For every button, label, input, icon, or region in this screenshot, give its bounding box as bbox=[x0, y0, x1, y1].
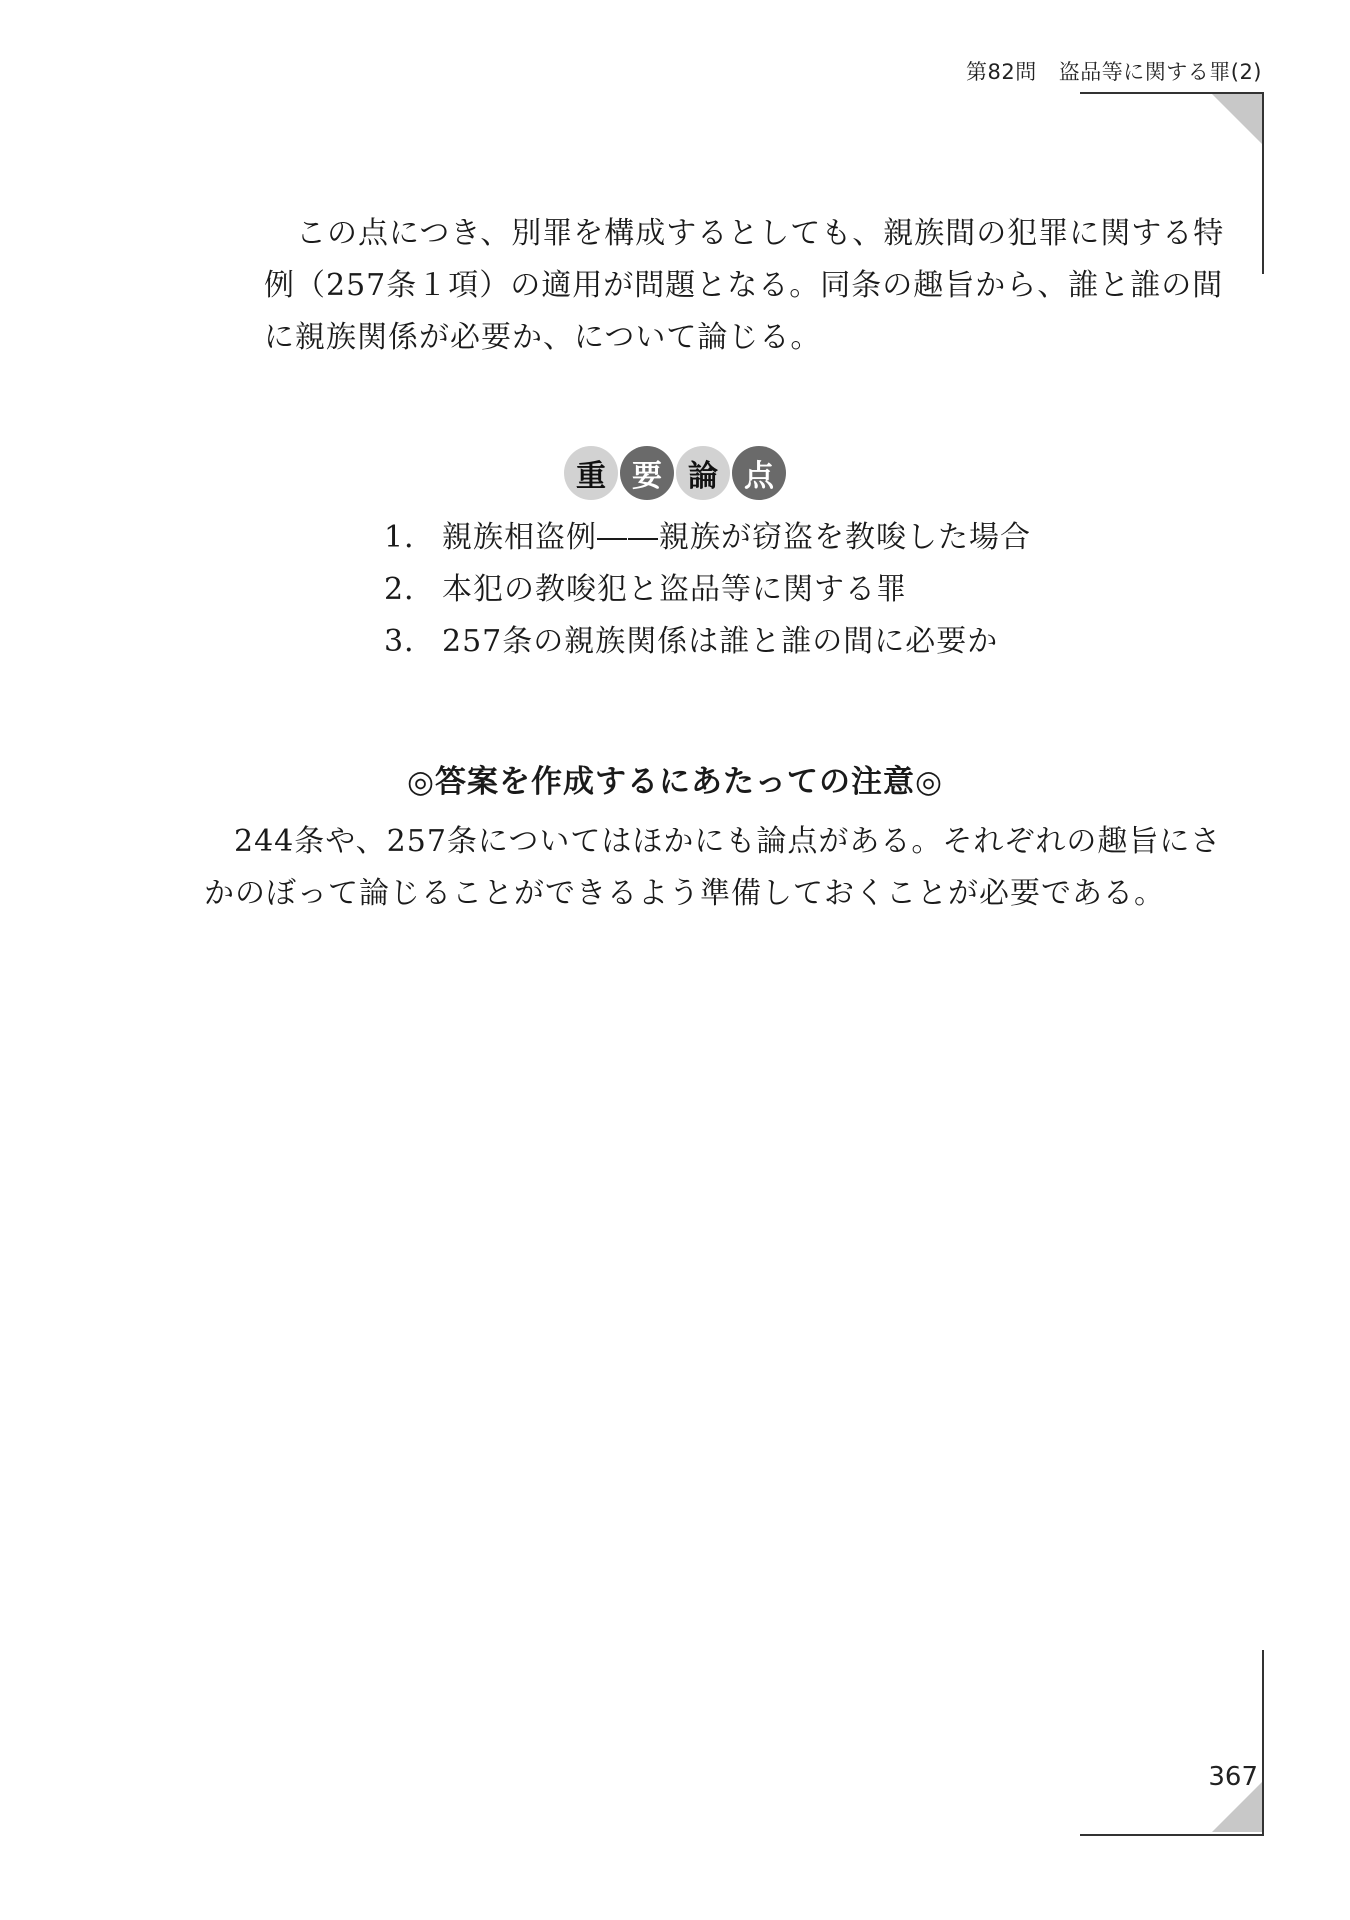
list-item bbox=[384, 616, 1031, 668]
key-points-heading bbox=[0, 446, 1350, 500]
key-points-list bbox=[384, 512, 1031, 668]
list-item-text: 本犯の教唆犯と盗品等に関する罪 bbox=[442, 572, 907, 607]
key-points-badge-2: 要 bbox=[620, 446, 674, 500]
corner-triangle-top bbox=[1212, 94, 1262, 144]
list-item-text: 257条の親族関係は誰と誰の間に必要か bbox=[442, 624, 999, 659]
list-item-number: 2． bbox=[384, 572, 436, 607]
answer-note-heading: ◎答案を作成するにあたっての注意◎ bbox=[406, 764, 944, 800]
corner-rule-bottom-vertical bbox=[1262, 1650, 1264, 1836]
intro-paragraph: この点につき、別罪を構成するとしても、親族間の犯罪に関する特例（257条１項）の適用が問題となる。同条の趣旨から、誰と誰の間に親族関係が必要か、について論じる。 bbox=[264, 216, 1225, 355]
page-number: 367 bbox=[1208, 1762, 1258, 1792]
list-item bbox=[384, 512, 1031, 564]
list-item-text: 親族相盗例――親族が窃盗を教唆した場合 bbox=[442, 520, 1031, 555]
list-item bbox=[384, 564, 1031, 616]
answer-note-paragraph: 244条や、257条についてはほかにも論点がある。それぞれの趣旨にさかのぼって論じることができるよう準備しておくことが必要である。 bbox=[204, 824, 1222, 911]
chapter-number: 第82問 bbox=[966, 60, 1037, 84]
running-head bbox=[966, 56, 1262, 86]
corner-rule-bottom-horizontal bbox=[1080, 1834, 1264, 1836]
key-points-badge-1: 重 bbox=[564, 446, 618, 500]
chapter-title: 盗品等に関する罪(2) bbox=[1058, 60, 1262, 84]
key-points-badge-4: 点 bbox=[732, 446, 786, 500]
list-item-number: 3． bbox=[384, 624, 436, 659]
key-points-badge-3: 論 bbox=[676, 446, 730, 500]
corner-rule-top-vertical bbox=[1262, 92, 1264, 274]
list-item-number: 1． bbox=[384, 520, 436, 555]
